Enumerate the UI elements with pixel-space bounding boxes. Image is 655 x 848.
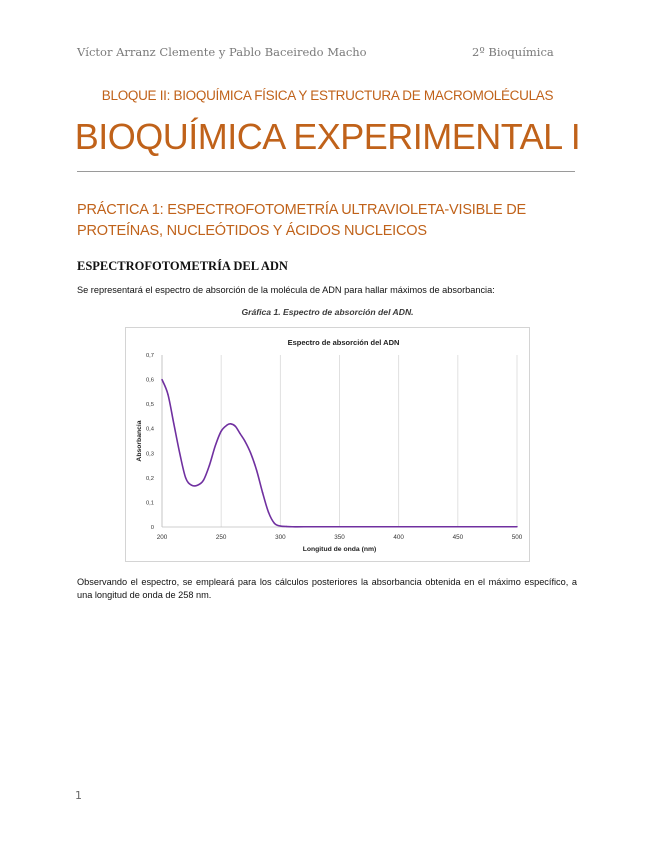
x-tick-label-450: 450 [452,534,464,541]
data-point [179,453,180,454]
y-axis-label: Absorbancia [136,420,143,462]
x-axis-label: Longitud de onda (nm) [302,546,377,553]
y-tick-label: 0,2 [145,475,154,482]
data-point [256,470,257,471]
header-authors: Víctor Arranz Clemente y Pablo Baceiredo Macho [77,45,367,59]
x-tick-label-350: 350 [334,534,345,541]
data-point [286,526,287,527]
data-point [161,379,162,380]
y-tick-label: 0,1 [145,500,154,507]
x-tick-label-400: 400 [393,534,404,541]
block-title: BLOQUE II: BIOQUÍMICA FÍSICA Y ESTRUCTURA DE MACROMOLÉCULAS [101,88,554,103]
y-tick-label: 0,3 [145,451,154,458]
chart-canvas [126,328,529,561]
data-point [339,526,340,527]
data-point [262,492,263,493]
data-point [209,465,210,466]
data-point [516,526,517,527]
chart-title: Espectro de absorción del ADN [287,338,400,347]
section-heading: ESPECTROFOTOMETRÍA DEL ADN [77,259,288,273]
title-divider [77,171,575,172]
header-course: 2º Bioquímica [472,45,554,59]
data-point [230,423,231,424]
y-tick-label: 0,7 [145,353,154,359]
data-point [215,445,216,446]
y-tick-label: 0,5 [145,402,154,409]
data-point [244,440,245,441]
data-point [185,477,186,478]
x-tick-label-300: 300 [275,534,286,541]
page-number: 1 [75,789,82,802]
practice-title: PRÁCTICA 1: ESPECTROFOTOMETRÍA ULTRAVIOLETA-VISIBLE DE PROTEÍNAS, NUCLEÓTIDOS Y ÁCIDOS NUCLEICOS [77,202,527,239]
figure-caption: Gráfica 1. Espectro de absorción del ADN. [241,307,414,317]
x-tick-label-200: 200 [156,534,168,541]
data-point [250,453,251,454]
y-tick-label: 0 [150,525,154,531]
absorption-chart [125,327,530,562]
data-point [191,485,192,486]
data-point [235,426,236,427]
main-title: BIOQUÍMICA EXPERIMENTAL I [74,116,581,157]
data-point [280,525,281,526]
data-point [220,430,221,431]
y-tick-label: 0,4 [145,426,154,433]
data-point [239,433,240,434]
data-point [457,526,458,527]
data-point [203,480,204,481]
data-point [274,523,275,524]
conclusion-paragraph: Observando el espectro, se empleará para los cálculos posteriores la absorbancia obtenida en el máximo específico, a una longitud de onda de 258 nm. [77,577,577,600]
data-point [197,485,198,486]
x-tick-label-250: 250 [215,534,227,541]
data-point [268,512,269,513]
data-point [291,526,292,527]
x-tick-label-500: 500 [511,534,523,541]
data-point [173,423,174,424]
data-point [226,424,227,425]
data-point [167,394,168,395]
data-point [303,526,304,527]
y-tick-label: 0,6 [145,377,154,384]
data-point [398,526,399,527]
intro-paragraph: Se representará el espectro de absorción de la molécula de ADN para hallar máximos de absorbancia: [77,285,495,295]
